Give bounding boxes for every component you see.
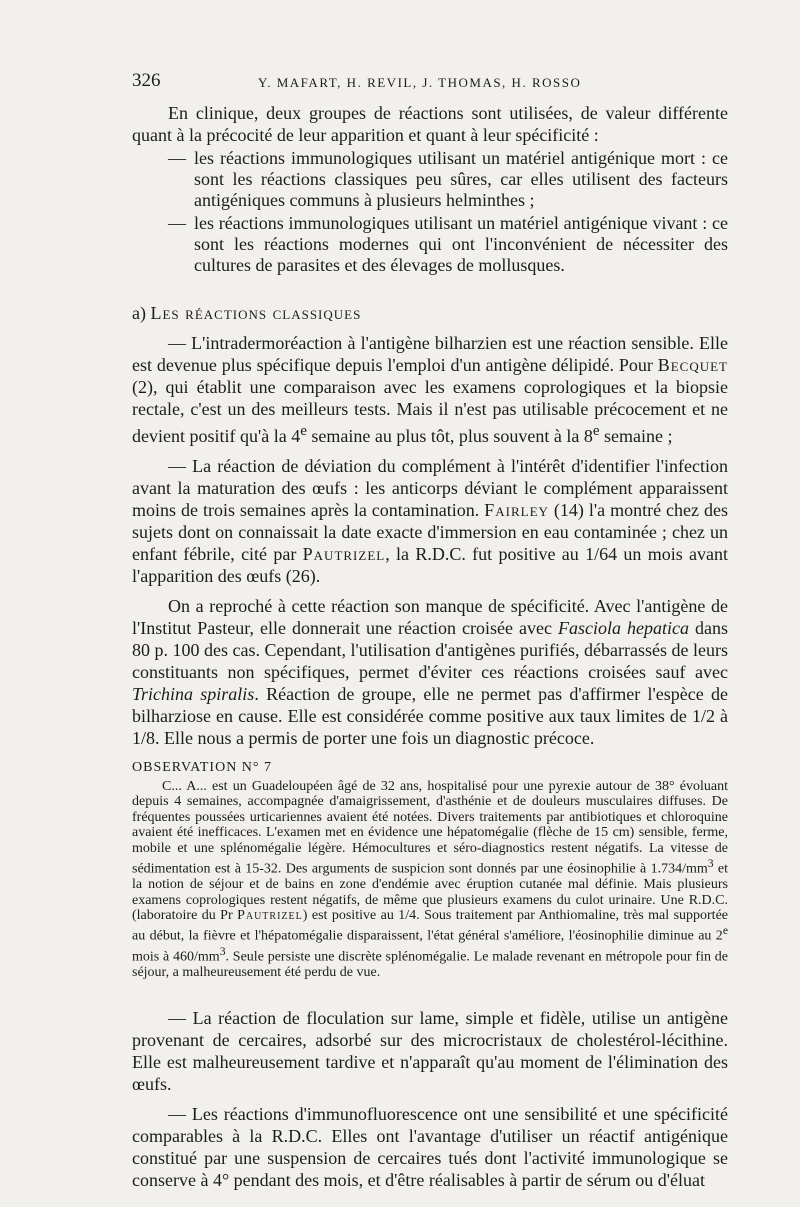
- paragraph-complement-deviation: [132, 455, 728, 587]
- list-item: [132, 148, 728, 211]
- text-segment: mois à 460/mm: [132, 950, 220, 966]
- superscript: e: [300, 423, 307, 439]
- text-segment: dans 80 p. 100 des cas. Cependant, l'utilisation d'antigènes purifiés, débarrassés de leurs constituants non spécifiques, permet d'éviter ces réactions croisées sauf avec: [132, 618, 728, 682]
- observation-title: OBSERVATION N° 7: [132, 760, 273, 775]
- author-name: Pautrizel: [237, 907, 303, 923]
- list-dash: —: [168, 148, 186, 168]
- running-head: Y. MAFART, H. REVIL, J. THOMAS, H. ROSSO: [258, 75, 582, 90]
- text-segment: (14) l'a montré chez des sujets dont on connaissait la date exacte d'immersion en eau contaminée ; chez un enfant fébrile, cité par: [132, 500, 728, 564]
- intro-paragraph: En clinique, deux groupes de réactions sont utilisées, de valeur différente quant à la précocité de leur apparition et quant à leur spécificité :: [132, 103, 728, 145]
- author-name: Becquet: [657, 355, 728, 375]
- text-segment: . Seule persiste une discrète splénomégalie. Le malade revenant en métropole pour fin de séjour, a malheureusement été perdu de vue.: [132, 950, 728, 981]
- text-segment: — La réaction de déviation du complément à l'intérêt d'identifier l'infection avant la maturation des œufs : les anticorps déviant le complément apparaissent moins de trois semaines après la contamination.: [132, 456, 728, 520]
- species-name: Trichina spiralis: [132, 684, 255, 704]
- list-dash: —: [168, 213, 186, 233]
- species-name: Fasciola hepatica: [557, 618, 689, 638]
- text-segment: semaine ;: [599, 426, 673, 446]
- list-item: [132, 213, 728, 276]
- page-header: [132, 70, 728, 96]
- text-segment: . Réaction de groupe, elle ne permet pas d'affirmer l'espèce de bilharziose en cause. Elle est considérée comme positive aux taux limites de 1/2 à 1/8. Elle nous a permis de porter une fois un diagnostic précoce.: [132, 684, 728, 748]
- superscript: e: [592, 423, 600, 439]
- section-heading: [132, 302, 728, 324]
- section-label: a): [132, 303, 146, 323]
- text-segment: C... A... est un Guadeloupéen âgé de 32 ans, hospitalisé pour une pyrexie autour de 38° évoluant depuis 4 semaines, accompagnée d'amaigrissement, d'asthénie et de douleurs musculaires diffuses. De fréquentes poussées urticariennes avaient été notées. Divers traitements par antibiotiques et chloroquine avaient été inefficaces. L'examen met en évidence une hépatomégalie (flèche de 15 cm) sensible, ferme, mobile et une splénomégalie légère. Hémocultures et séro-diagnostics restent négatifs. La vitesse de sédimentation est à 15-32. Des arguments de suspicion sont donnés par une éosinophilie à 1.734/mm: [132, 779, 728, 877]
- paragraph-intradermoreaction: [132, 332, 728, 447]
- text-segment: On a reproché à cette réaction son manque de spécificité. Avec l'antigène de l'Institut Pasteur, elle donnerait une réaction croisée avec: [132, 596, 728, 638]
- paragraph-flocculation: — La réaction de floculation sur lame, simple et fidèle, utilise un antigène provenant de cercaires, adsorbé sur des microcristaux de cholestérol-lécithine. Elle est malheureusement tardive et n'apparaît qu'au moment de l'élimination des œufs.: [132, 1007, 728, 1094]
- paragraph-specificity: [132, 595, 728, 749]
- text-segment: — L'intradermoréaction à l'antigène bilharzien est une réaction sensible. Elle est devenue plus spécifique depuis l'emploi d'un antigène délipidé. Pour: [132, 333, 728, 375]
- page-number: 326: [132, 70, 161, 91]
- superscript: e: [722, 924, 728, 938]
- article-body: [132, 102, 728, 1191]
- list-item-text: les réactions immunologiques utilisant un matériel antigénique vivant : ce sont les réactions modernes qui ont l'inconvénient de nécessiter des cultures de parasites et des élevages de mollusques.: [194, 213, 728, 275]
- observation-text: [132, 779, 728, 981]
- text-segment: ) est positive au 1/4. Sous traitement par Anthiomaline, très mal supportée au début, la fièvre et l'hépatomégalie disparaissent, l'état général s'améliore, l'éosinophilie diminue au 2: [132, 907, 728, 944]
- text-segment: (2), qui établit une comparaison avec les examens coprologiques et la biopsie rectale, c'est un des meilleurs tests. Mais il n'est pas utilisable précocement et ne devient positif qu'à la 4: [132, 377, 728, 446]
- author-name: Pautrizel: [302, 544, 386, 564]
- superscript: 3: [219, 945, 226, 959]
- text-segment: , la R.D.C. fut positive au 1/64 un mois avant l'apparition des œufs (26).: [132, 544, 728, 586]
- paragraph-immunofluorescence: — Les réactions d'immunofluorescence ont une sensibilité et une spécificité comparables à la R.D.C. Elles ont l'avantage d'utiliser un réactif antigénique constitué par une suspension de cercaires tués dont l'activité immunologique se conserve à 4° pendant des mois, et d'être réalisables à partir de sérum ou d'éluat: [132, 1103, 728, 1190]
- list-item-text: les réactions immunologiques utilisant un matériel antigénique mort : ce sont les réactions classiques peu sûres, car elles utilisent des facteurs antigéniques communs à plusieurs helminthes ;: [194, 148, 728, 210]
- text-segment: et la notion de séjour et de bains en zone d'endémie avec éruption cutanée mal définie. Mais plusieurs examens coprologiques restent négatifs, de même que plusieurs examens du culot urinaire. Une R.D.C. (laboratoire du Pr: [132, 861, 728, 923]
- author-name: Fairley: [484, 500, 549, 520]
- section-title: Les réactions classiques: [150, 303, 362, 323]
- reaction-groups-list: [132, 148, 728, 276]
- superscript: 3: [707, 857, 714, 871]
- text-segment: semaine au plus tôt, plus souvent à la 8: [306, 426, 593, 446]
